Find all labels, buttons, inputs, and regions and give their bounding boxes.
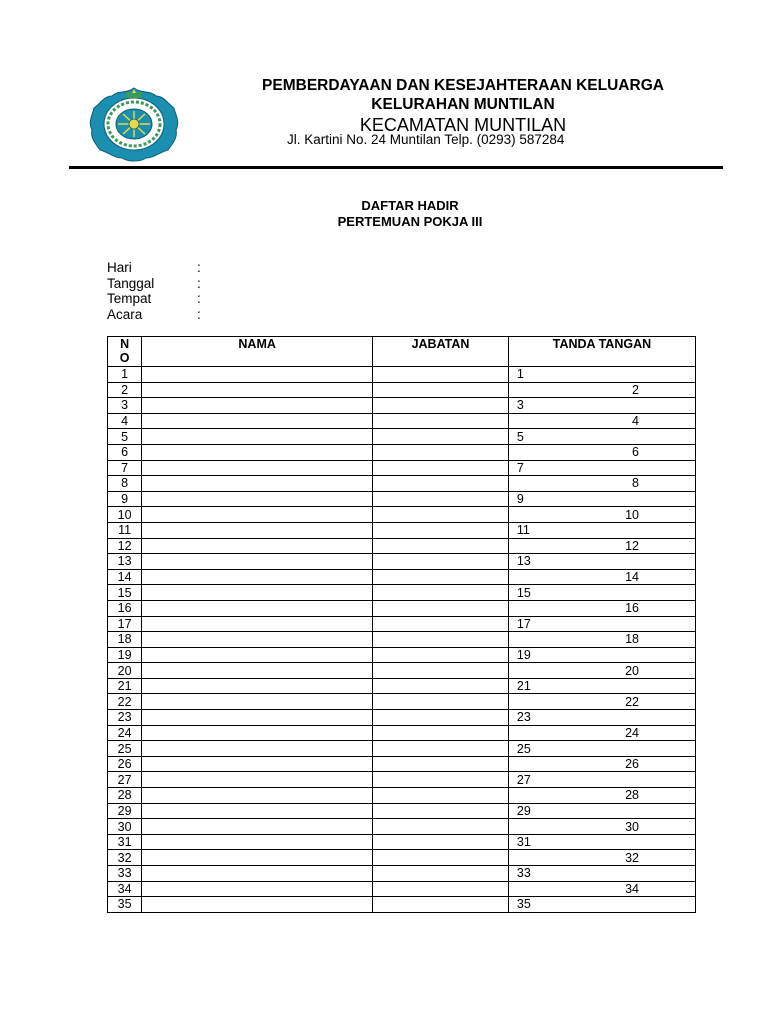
jabatan-cell[interactable] [373, 663, 509, 679]
row-number: 33 [108, 866, 142, 882]
jabatan-cell[interactable] [373, 866, 509, 882]
row-number: 10 [108, 507, 142, 523]
nama-cell[interactable] [142, 741, 373, 757]
table-row [108, 678, 696, 694]
kecamatan-name: KECAMATAN MUNTILAN [359, 115, 567, 135]
jabatan-cell[interactable] [373, 491, 509, 507]
nama-cell[interactable] [142, 834, 373, 850]
nama-cell[interactable] [142, 382, 373, 398]
row-number: 19 [108, 647, 142, 663]
row-number: 12 [108, 538, 142, 554]
nama-cell[interactable] [142, 788, 373, 804]
table-row [108, 600, 696, 616]
info-row-hari [107, 260, 207, 276]
info-row-acara [107, 307, 207, 323]
jabatan-cell[interactable] [373, 694, 509, 710]
signature-cell[interactable]: 24 [508, 725, 695, 741]
signature-cell[interactable]: 20 [508, 663, 695, 679]
meeting-info [107, 260, 207, 322]
jabatan-cell[interactable] [373, 600, 509, 616]
document-title [200, 198, 620, 230]
row-number: 20 [108, 663, 142, 679]
table-row [108, 585, 696, 601]
signature-cell[interactable]: 31 [508, 834, 695, 850]
jabatan-cell[interactable] [373, 382, 509, 398]
row-number: 28 [108, 788, 142, 804]
letterhead [228, 76, 698, 136]
signature-cell[interactable]: 23 [508, 710, 695, 726]
signature-cell[interactable]: 10 [508, 507, 695, 523]
signature-cell[interactable]: 3 [508, 398, 695, 414]
table-row [108, 367, 696, 383]
signature-cell[interactable]: 22 [508, 694, 695, 710]
nama-cell[interactable] [142, 398, 373, 414]
row-number: 23 [108, 710, 142, 726]
info-label: Hari [107, 260, 132, 275]
jabatan-cell[interactable] [373, 803, 509, 819]
signature-cell[interactable]: 17 [508, 616, 695, 632]
row-number: 22 [108, 694, 142, 710]
row-number: 13 [108, 554, 142, 570]
nama-cell[interactable] [142, 429, 373, 445]
table-row [108, 507, 696, 523]
jabatan-cell[interactable] [373, 756, 509, 772]
nama-cell[interactable] [142, 413, 373, 429]
nama-cell[interactable] [142, 710, 373, 726]
signature-cell[interactable]: 33 [508, 866, 695, 882]
signature-cell[interactable]: 28 [508, 788, 695, 804]
table-row [108, 398, 696, 414]
info-row-tanggal [107, 276, 207, 292]
table-row [108, 444, 696, 460]
row-number: 29 [108, 803, 142, 819]
nama-cell[interactable] [142, 522, 373, 538]
title-line-2: PERTEMUAN POKJA III [337, 214, 483, 229]
row-number: 17 [108, 616, 142, 632]
table-row [108, 725, 696, 741]
signature-cell[interactable]: 9 [508, 491, 695, 507]
table-row [108, 897, 696, 913]
row-number: 16 [108, 600, 142, 616]
nama-cell[interactable] [142, 881, 373, 897]
table-row [108, 476, 696, 492]
signature-cell[interactable]: 11 [508, 522, 695, 538]
row-number: 18 [108, 632, 142, 648]
jabatan-cell[interactable] [373, 834, 509, 850]
signature-cell[interactable]: 26 [508, 756, 695, 772]
table-row [108, 460, 696, 476]
info-colon: : [197, 275, 201, 291]
row-number: 5 [108, 429, 142, 445]
jabatan-cell[interactable] [373, 725, 509, 741]
table-row [108, 554, 696, 570]
row-number: 14 [108, 569, 142, 585]
nama-cell[interactable] [142, 616, 373, 632]
jabatan-cell[interactable] [373, 429, 509, 445]
table-row [108, 694, 696, 710]
nama-cell[interactable] [142, 367, 373, 383]
row-number: 27 [108, 772, 142, 788]
table-row [108, 881, 696, 897]
table-row [108, 710, 696, 726]
info-colon: : [197, 291, 201, 306]
nama-cell[interactable] [142, 772, 373, 788]
jabatan-cell[interactable] [373, 444, 509, 460]
signature-cell[interactable]: 1 [508, 367, 695, 383]
header-no [108, 337, 142, 367]
row-number: 26 [108, 756, 142, 772]
table-row [108, 647, 696, 663]
signature-cell[interactable]: 29 [508, 803, 695, 819]
nama-cell[interactable] [142, 647, 373, 663]
pkk-emblem-icon [88, 86, 180, 162]
jabatan-cell[interactable] [373, 507, 509, 523]
jabatan-cell[interactable] [373, 522, 509, 538]
jabatan-cell[interactable] [373, 398, 509, 414]
signature-cell[interactable]: 19 [508, 647, 695, 663]
signature-cell[interactable]: 27 [508, 772, 695, 788]
nama-cell[interactable] [142, 554, 373, 570]
nama-cell[interactable] [142, 569, 373, 585]
row-number: 15 [108, 585, 142, 601]
signature-cell[interactable]: 32 [508, 850, 695, 866]
table-row [108, 772, 696, 788]
nama-cell[interactable] [142, 756, 373, 772]
jabatan-cell[interactable] [373, 460, 509, 476]
table-row [108, 834, 696, 850]
nama-cell[interactable] [142, 600, 373, 616]
row-number: 7 [108, 460, 142, 476]
info-label: Tempat [107, 291, 152, 306]
signature-cell[interactable]: 13 [508, 554, 695, 570]
nama-cell[interactable] [142, 538, 373, 554]
info-label: Acara [107, 306, 143, 322]
signature-cell[interactable]: 15 [508, 585, 695, 601]
jabatan-cell[interactable] [373, 616, 509, 632]
nama-cell[interactable] [142, 632, 373, 648]
table-row [108, 413, 696, 429]
info-row-tempat [107, 291, 207, 307]
header-tanda-tangan: TANDA TANGAN [508, 337, 695, 367]
row-number: 31 [108, 834, 142, 850]
table-row [108, 632, 696, 648]
table-row [108, 756, 696, 772]
jabatan-cell[interactable] [373, 585, 509, 601]
table-row [108, 741, 696, 757]
signature-cell[interactable]: 16 [508, 600, 695, 616]
jabatan-cell[interactable] [373, 476, 509, 492]
signature-cell[interactable]: 21 [508, 678, 695, 694]
row-number: 24 [108, 725, 142, 741]
jabatan-cell[interactable] [373, 413, 509, 429]
organization-name: PEMBERDAYAAN DAN KESEJAHTERAAN KELUARGA [262, 77, 664, 94]
signature-cell[interactable]: 5 [508, 429, 695, 445]
nama-cell[interactable] [142, 819, 373, 835]
jabatan-cell[interactable] [373, 710, 509, 726]
table-row [108, 850, 696, 866]
row-number: 3 [108, 398, 142, 414]
info-colon: : [197, 260, 201, 275]
row-number: 30 [108, 819, 142, 835]
table-row [108, 522, 696, 538]
table-row [108, 803, 696, 819]
row-number: 35 [108, 897, 142, 913]
info-colon: : [197, 306, 201, 322]
header-nama: NAMA [142, 337, 373, 367]
jabatan-cell[interactable] [373, 538, 509, 554]
nama-cell[interactable] [142, 444, 373, 460]
signature-cell[interactable]: 14 [508, 569, 695, 585]
jabatan-cell[interactable] [373, 772, 509, 788]
table-row [108, 866, 696, 882]
row-number: 11 [108, 522, 142, 538]
nama-cell[interactable] [142, 460, 373, 476]
jabatan-cell[interactable] [373, 367, 509, 383]
row-number: 21 [108, 678, 142, 694]
header-jabatan: JABATAN [373, 337, 509, 367]
table-row [108, 538, 696, 554]
jabatan-cell[interactable] [373, 647, 509, 663]
nama-cell[interactable] [142, 491, 373, 507]
nama-cell[interactable] [142, 803, 373, 819]
signature-cell[interactable]: 8 [508, 476, 695, 492]
row-number: 2 [108, 382, 142, 398]
row-number: 8 [108, 476, 142, 492]
table-header-row [108, 337, 696, 367]
jabatan-cell[interactable] [373, 569, 509, 585]
row-number: 25 [108, 741, 142, 757]
table-row [108, 788, 696, 804]
table-row [108, 569, 696, 585]
nama-cell[interactable] [142, 663, 373, 679]
nama-cell[interactable] [142, 476, 373, 492]
nama-cell[interactable] [142, 694, 373, 710]
row-number: 32 [108, 850, 142, 866]
nama-cell[interactable] [142, 585, 373, 601]
signature-cell[interactable]: 2 [508, 382, 695, 398]
header-divider [69, 166, 723, 169]
nama-cell[interactable] [142, 678, 373, 694]
table-row [108, 616, 696, 632]
row-number: 4 [108, 413, 142, 429]
nama-cell[interactable] [142, 850, 373, 866]
jabatan-cell[interactable] [373, 881, 509, 897]
title-line-1: DAFTAR HADIR [361, 198, 459, 213]
jabatan-cell[interactable] [373, 788, 509, 804]
info-label: Tanggal [107, 275, 155, 291]
signature-cell[interactable]: 7 [508, 460, 695, 476]
table-row [108, 382, 696, 398]
signature-cell[interactable]: 6 [508, 444, 695, 460]
table-row [108, 819, 696, 835]
table-row [108, 663, 696, 679]
jabatan-cell[interactable] [373, 741, 509, 757]
signature-cell[interactable]: 4 [508, 413, 695, 429]
nama-cell[interactable] [142, 897, 373, 913]
signature-cell[interactable]: 34 [508, 881, 695, 897]
row-number: 1 [108, 367, 142, 383]
signature-cell[interactable]: 18 [508, 632, 695, 648]
address-line: Jl. Kartini No. 24 Muntilan Telp. (0293) 587284 [287, 132, 565, 147]
header-no-label: N O [119, 337, 130, 365]
signature-cell[interactable]: 25 [508, 741, 695, 757]
signature-cell[interactable]: 30 [508, 819, 695, 835]
table-row [108, 429, 696, 445]
jabatan-cell[interactable] [373, 819, 509, 835]
signature-cell[interactable]: 12 [508, 538, 695, 554]
attendance-table [107, 336, 696, 913]
kelurahan-name: KELURAHAN MUNTILAN [371, 96, 555, 113]
nama-cell[interactable] [142, 507, 373, 523]
row-number: 9 [108, 491, 142, 507]
jabatan-cell[interactable] [373, 554, 509, 570]
nama-cell[interactable] [142, 866, 373, 882]
table-row [108, 491, 696, 507]
jabatan-cell[interactable] [373, 678, 509, 694]
nama-cell[interactable] [142, 725, 373, 741]
signature-cell[interactable]: 35 [508, 897, 695, 913]
jabatan-cell[interactable] [373, 632, 509, 648]
row-number: 34 [108, 881, 142, 897]
jabatan-cell[interactable] [373, 850, 509, 866]
jabatan-cell[interactable] [373, 897, 509, 913]
row-number: 6 [108, 444, 142, 460]
